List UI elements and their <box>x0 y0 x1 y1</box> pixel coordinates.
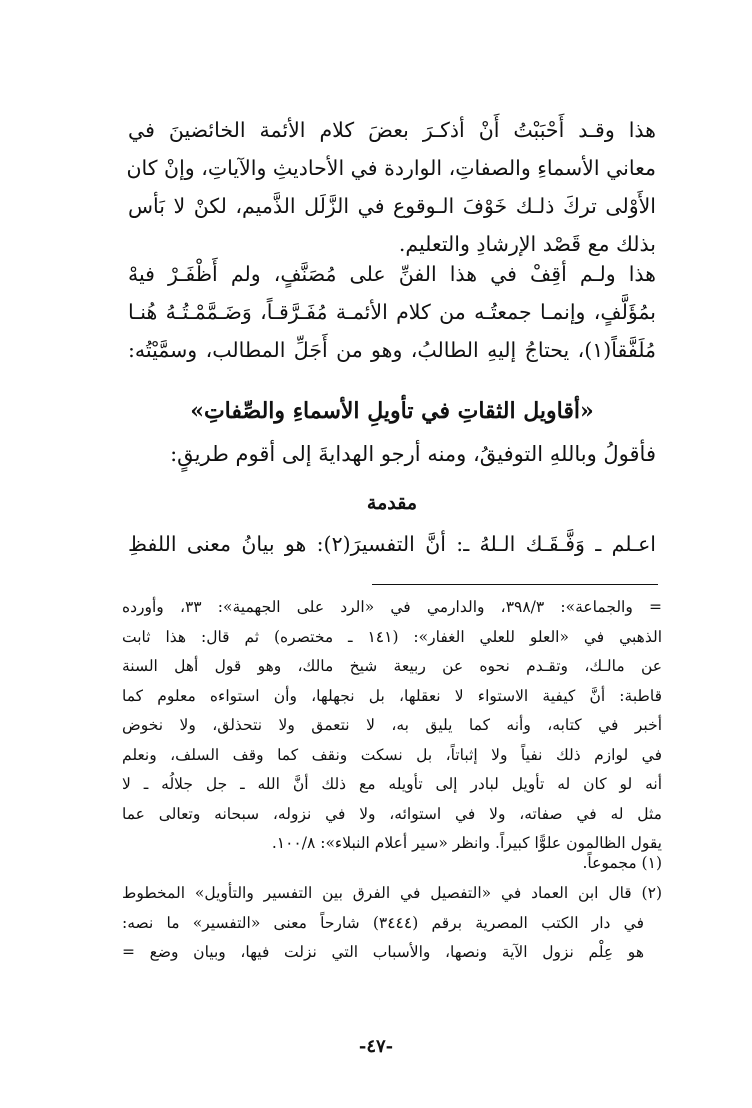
intro-line: اعـلم ـ وَفَّـقَـك الـلهُ ـ: أنَّ التفسيرَ(٢): هو بيانُ معنى اللفظِ <box>128 532 657 556</box>
footnote-continued <box>122 598 662 878</box>
paragraph-1 <box>128 118 656 278</box>
footnote-continued-line: مثل له في صفاته، ولا في استوائه، ولا في نزوله، سبحانه وتعالى عما <box>122 804 662 823</box>
paragraph-1-line-3: الأَوْلى تركَ ذلـك خَوْفَ الـوقوع في الزَّلَل الذَّميم، لكنْ لا بَأس <box>128 194 656 218</box>
footnote-continued-line: الذهبي في «العلو للعلي الغفار»: (١٤١ ـ مختصره) ثم قال: هذا ثابت <box>122 627 663 646</box>
section-heading: مقدمة <box>366 492 418 514</box>
footnote-continued-line: = والجماعة»: ٣٩٨/٣، والدارمي في «الرد على الجهمية»: ٣٣، وأورده <box>122 598 662 616</box>
page-number: -٤٧- <box>358 1036 394 1057</box>
paragraph-1-line-4: بذلك مع قَصْد الإرشادِ والتعليم. <box>398 232 656 256</box>
paragraph-1-line-1: هذا وقـد أَحْبَبْتُ أَنْ أذكـرَ بعضَ كلام الأئمة الخائضينَ في <box>128 118 656 142</box>
footnote-2-line: (٢) قال ابن العماد في «التفصيل في الفرق بين التفسير والتأويل» المخطوط <box>122 884 662 902</box>
paragraph-2-line-3: مُلَفَّقاً(١)، يحتاجُ إليهِ الطالبُ، وهو من أَجَلِّ المطالب، وسمَّيْتُه: <box>128 338 656 362</box>
paragraph-2-line-1: هذا ولـم أقِفْ في هذا الفنِّ على مُصَنَّفٍ، ولم أَظْفَـرْ فيهْ <box>128 262 656 286</box>
footnote-continued-line: قاطبة: أنَّ كيفية الاستواء لا نعقلها، بل نجهلها، وأن استواءه معلوم كما <box>122 686 662 705</box>
paragraph-1-line-2: معاني الأسماءِ والصفاتِ، الواردة في الأحاديثِ والآياتِ، وإنْ كان <box>126 156 656 180</box>
footnote-2-line: في دار الكتب المصرية برقم (٣٤٤٤) شارحاً معنى «التفسير» ما نصه: <box>122 913 644 932</box>
closing-line: فأقولُ وباللهِ التوفيقُ، ومنه أرجو الهدايةَ إلى أقوم طريقٍ: <box>170 442 656 466</box>
footnote-2 <box>122 884 662 974</box>
footnote-continued-line: أنه لو كان له تأويل لبادر إلى تأويله مع ذلك أنَّ الله ـ جل جلالُه ـ لا <box>122 775 662 793</box>
paragraph-2 <box>128 262 656 382</box>
footnote-rule <box>372 584 658 585</box>
footnote-1: (١) مجموعاً. <box>582 854 662 872</box>
paragraph-2-line-2: بمُؤَلَّفٍ، وإنمـا جمعتُـه من كلام الأئمـة مُفَـرَّقـاً، وَضَـمَّمْـتُـهُ هُنـا <box>128 300 656 324</box>
book-title: «أقاويل الثقاتِ في تأويلِ الأسماءِ والصِّفاتِ» <box>190 398 594 424</box>
footnote-2-line: هو عِلْم نزول الآية ونصها، والأسباب التي نزلت فيها، وبيان وضع = <box>122 943 644 961</box>
footnote-continued-line: أخبر في كتابه، وأنه كما يليق به، لا نتعمق ولا نتحذلق، ولا نخوض <box>122 716 662 734</box>
footnote-continued-line: يقول الظالمون علوًّا كبيراً. وانظر «سير أعلام النبلاء»: ١٠٠/٨. <box>271 834 662 852</box>
footnote-continued-line: عن مالـك، وتقـدم نحوه عن ربيعة شيخ مالك، وهو قول أهل السنة <box>122 657 662 675</box>
footnote-continued-line: في لوازم ذلك نفياً ولا إثباتاً، بل نسكت ونقف كما وقف السلف، ونعلم <box>122 745 662 764</box>
